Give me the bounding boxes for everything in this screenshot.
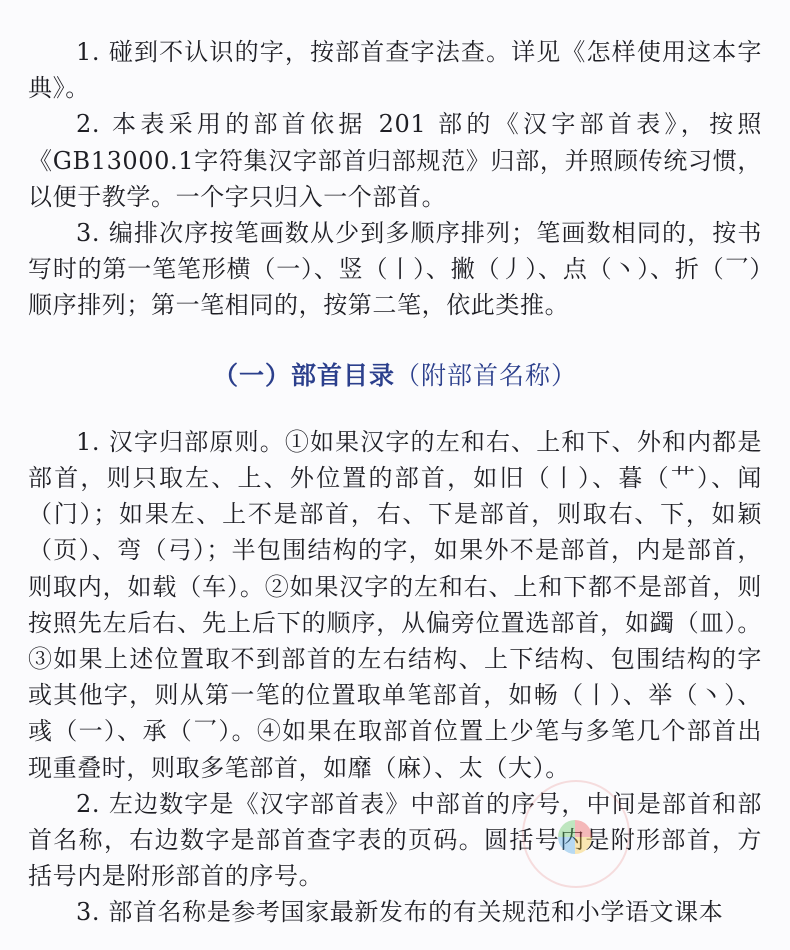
principle-paragraph-3: 3. 部首名称是参考国家最新发布的有关规范和小学语文课本: [76, 898, 724, 927]
paragraph-2: 2. 本表采用的部首依据 201 部的《汉字部首表》，按照《GB13000.1字符集汉字部首归部规范》归部，并照顾传统习惯，以便于教学。一个字只归入一个部首。: [28, 110, 762, 211]
section-heading: [28, 324, 762, 424]
principle-paragraph-2: 2. 左边数字是《汉字部首表》中部首的序号，中间是部首和部首名称，右边数字是部首查字表的页码。圆括号内是附形部首，方括号内是附形部首的序号。: [28, 789, 762, 891]
document-page: [28, 34, 762, 931]
paragraph-1: 1. 碰到不认识的字，按部首查字法查。详见《怎样使用这本字典》。: [28, 38, 762, 103]
paragraph-3: 3. 编排次序按笔画数从少到多顺序排列；笔画数相同的，按书写时的第一笔笔形横（一）、竖（丨）、撇（丿）、点（丶）、折（乛）顺序排列；第一笔相同的，按第二笔，依此类推。: [28, 219, 762, 320]
section-title-main: （一）部首目录: [212, 360, 395, 390]
section-title-sub: （附部首名称）: [395, 360, 578, 390]
watermark-logo-icon: [558, 820, 592, 854]
principle-paragraph-1: 1. 汉字归部原则。①如果汉字的左和右、上和下、外和内都是部首，则只取左、上、外位置的部首，如旧（丨）、暮（艹）、闻（门）；如果左、上不是部首，右、下是部首，则取右、下，如颖（页）、弯（弓）；半包围结构的字，如果外不是部首，内是部首，则取内，如载（车）。②如果汉字的左和右、上和下都不是部首，则按照先左后右、先上后下的顺序，从偏旁位置选部首，如蠲（皿）。③如果上述位置取不到部首的左右结构、上下结构、包围结构的字或其他字，则从第一笔的位置取单笔部首，如畅（丨）、举（丶）、彧（一）、承（乛）。④如果在取部首位置上少笔与多笔几个部首出现重叠时，则取多笔部首，如靡（麻）、太（大）。: [28, 427, 762, 782]
page-bottom-fade: [0, 932, 790, 950]
watermark-stamp-icon: [522, 780, 630, 888]
